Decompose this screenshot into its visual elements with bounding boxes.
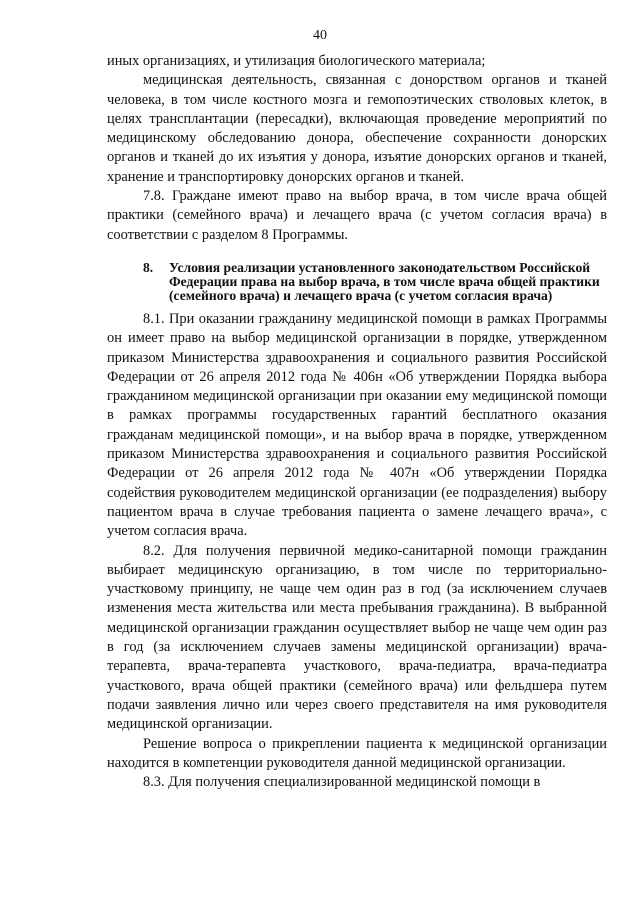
paragraph-continuation: иных организациях, и утилизация биологического материала; — [107, 53, 486, 69]
paragraph-decision: Решение вопроса о прикреплении пациента к медицинской организации находится в компетенции руководителя данной медицинской организации. — [107, 735, 607, 771]
paragraph-7-8: 7.8. Граждане имеют право на выбор врача, в том числе врача общей практики (семейного врача) и лечащего врача (с учетом согласия врача) в соответствии с разделом 8 Программы. — [107, 188, 607, 243]
document-body — [107, 52, 607, 792]
page-number: 40 — [313, 28, 327, 43]
paragraph-8-2: 8.2. Для получения первичной медико-санитарной помощи гражданин выбирает медицинскую организацию, в том числе по территориально-участковому принципу, не чаще чем один раз в год (за исключением случаев изменения места жительства или места пребывания гражданина). В выбранной медицинской организации гражданин осуществляет выбор не чаще чем один раз в год (за исключением случаев замены медицинской организации) врача-терапевта, врача-терапевта участкового, врача-педиатра, врача-педиатра участкового, врача общей практики (семейного врача) или фельдшера путем подачи заявления лично или через своего представителя на имя руководителя медицинской организации. — [107, 542, 607, 733]
section-heading — [107, 261, 607, 303]
section-number: 8. — [143, 259, 154, 275]
section-title: Условия реализации установленного законодательством Российской Федерации права на выбор врача, в том числе врача общей практики (семейного врача) и лечащего врача (с учетом согласия врача) — [169, 259, 600, 303]
paragraph-8-3: 8.3. Для получения специализированной медицинской помощи в — [143, 774, 541, 791]
paragraph-8-1: 8.1. При оказании гражданину медицинской помощи в рамках Программы он имеет право на выбор медицинской организации в порядке, утвержденном приказом Министерства здравоохранения и социального развития Российской Федерации от 26 апреля 2012 года № 406н «Об утверждении Порядка выбора гражданином медицинской организации при оказании ему медицинской помощи в рамках программы государственных гарантий бесплатного оказания гражданам медицинской помощи», и на выбор врача в порядке, утвержденном приказом Министерства здравоохранения и социального развития Российской Федерации от 26 апреля 2012 года № 407н «Об утверждении Порядка содействия руководителем медицинской организации (ее подразделения) выбору пациентом врача в случае требования пациента о замене лечащего врача», с учетом согласия врача. — [107, 310, 607, 540]
paragraph: медицинская деятельность, связанная с донорством органов и тканей человека, в том числе костного мозга и гемопоэтических стволовых клеток, в целях трансплантации (пересадки), включающая проведение мероприятий по медицинскому обследованию донора, обеспечение сохранности донорских органов и тканей до их изъятия у донора, изъятие донорских органов и тканей, хранение и транспортировку донорских органов и тканей. — [107, 72, 607, 185]
